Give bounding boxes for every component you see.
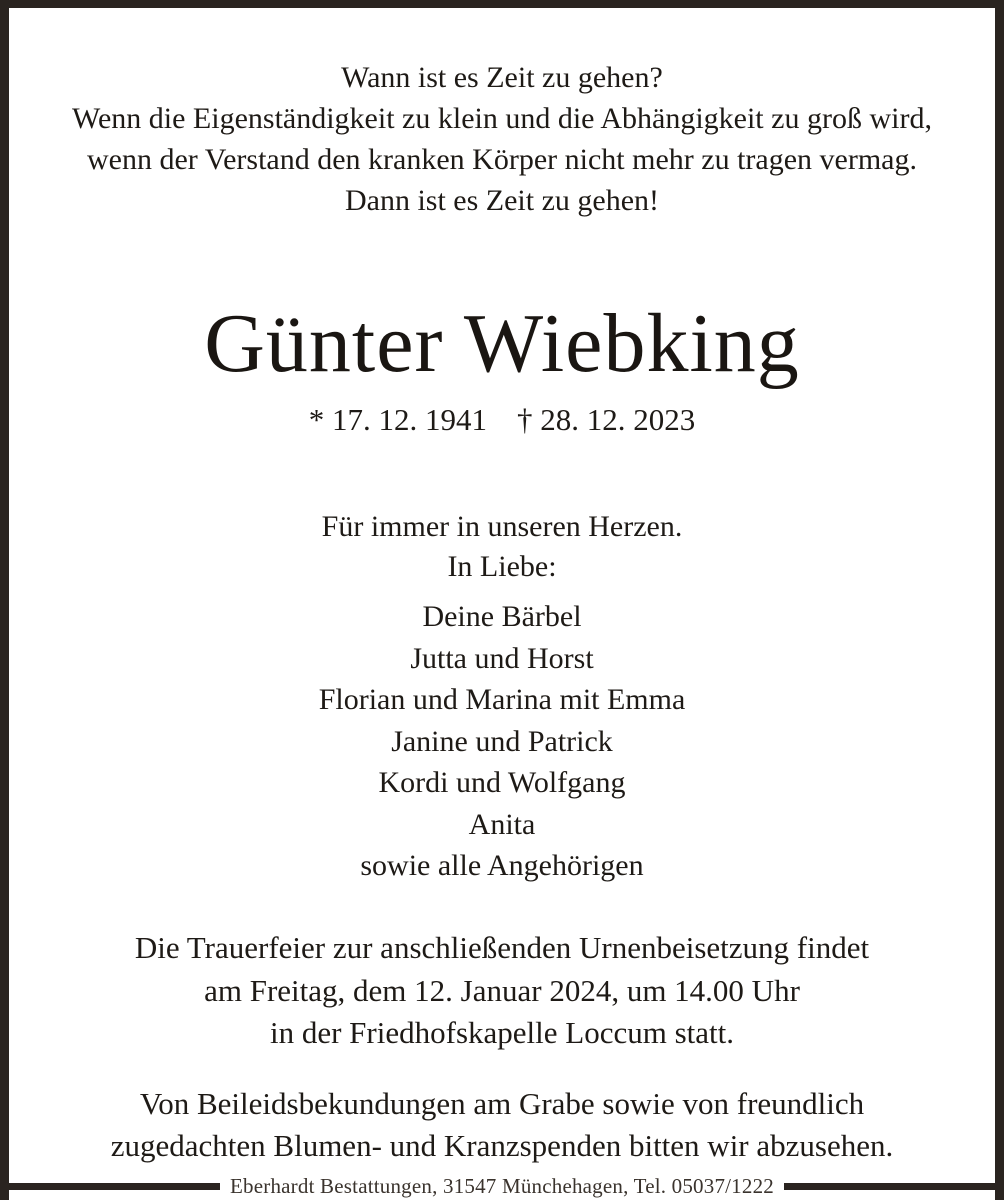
mourner: Florian und Marina mit Emma — [318, 683, 686, 716]
mourner: Deine Bärbel — [422, 600, 582, 633]
mourner: Janine und Patrick — [391, 724, 613, 758]
funeral-service-info — [0, 927, 1004, 1055]
dedication-line: Für immer in unseren Herzen. — [321, 510, 683, 543]
funeral-home-info: Eberhardt Bestattungen, 31547 Münchehagen, Tel. 05037/1222 — [220, 1172, 784, 1200]
death-date: † 28. 12. 2023 — [517, 402, 696, 437]
service-line: am Freitag, dem 12. Januar 2024, um 14.00 Uhr — [204, 972, 800, 1008]
mourner: sowie alle Angehörigen — [360, 849, 644, 882]
mourner: Kordi und Wolfgang — [378, 766, 626, 799]
service-line: Die Trauerfeier zur anschließenden Urnenbeisetzung findet — [134, 930, 870, 965]
mourners-list — [0, 596, 1004, 887]
poem-line: Dann ist es Zeit zu gehen! — [344, 184, 660, 217]
birth-date: * 17. 12. 1941 — [308, 402, 487, 437]
poem — [0, 57, 1004, 221]
dedication — [0, 507, 1004, 587]
dedication-line: In Liebe: — [447, 550, 557, 583]
request-line: Von Beileidsbekundungen am Grabe sowie von freundlich — [139, 1086, 865, 1121]
request-line: zugedachten Blumen- und Kranzspenden bitten wir abzusehen. — [110, 1128, 894, 1163]
poem-line: Wenn die Eigenständigkeit zu klein und die Abhängigkeit zu groß wird, — [72, 102, 932, 135]
life-dates — [0, 400, 1004, 440]
poem-line: wenn der Verstand den kranken Körper nicht mehr zu tragen vermag. — [87, 143, 917, 176]
service-line: in der Friedhofskapelle Loccum statt. — [269, 1015, 734, 1050]
mourner: Jutta und Horst — [410, 641, 594, 675]
poem-line: Wann ist es Zeit zu gehen? — [341, 61, 663, 94]
deceased-name: Günter Wiebking — [204, 297, 800, 390]
mourner: Anita — [468, 807, 536, 841]
footer — [0, 1172, 1004, 1200]
condolence-request — [0, 1083, 1004, 1167]
